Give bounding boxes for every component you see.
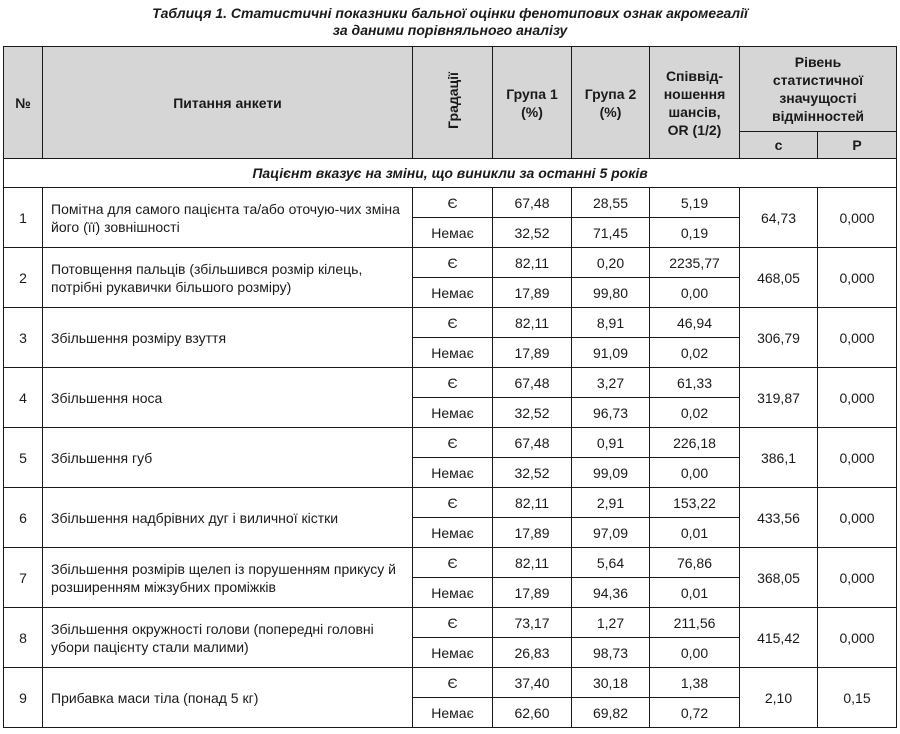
group-1-value: 82,11 <box>493 488 572 518</box>
group-2-value: 96,73 <box>572 398 650 428</box>
group-1-value: 62,60 <box>493 698 572 728</box>
odds-ratio-value: 0,00 <box>650 458 740 488</box>
row-number: 7 <box>4 548 43 608</box>
gradation-no: Немає <box>413 458 493 488</box>
row-number: 2 <box>4 248 43 308</box>
gradation-yes: Є <box>413 488 493 518</box>
chi-square-value: 433,56 <box>740 488 818 548</box>
gradation-no: Немає <box>413 338 493 368</box>
group-1-value: 82,11 <box>493 308 572 338</box>
row-number: 4 <box>4 368 43 428</box>
table-row <box>4 668 897 698</box>
gradation-yes: Є <box>413 608 493 638</box>
p-value: 0,000 <box>818 188 897 248</box>
question-text: Прибавка маси тіла (понад 5 кг) <box>43 668 413 728</box>
table-row <box>4 488 897 518</box>
chi-square-value: 386,1 <box>740 428 818 488</box>
group-1-value: 17,89 <box>493 518 572 548</box>
question-text: Помітна для самого пацієнта та/або оточую-чих зміна його (її) зовнішності <box>43 188 413 248</box>
odds-ratio-value: 0,02 <box>650 398 740 428</box>
table-row <box>4 368 897 398</box>
odds-ratio-value: 1,38 <box>650 668 740 698</box>
odds-ratio-value: 46,94 <box>650 308 740 338</box>
group-1-value: 32,52 <box>493 218 572 248</box>
question-text: Збільшення окружності голови (попередні головні убори пацієнту стали малими) <box>43 608 413 668</box>
gradation-no: Немає <box>413 578 493 608</box>
p-value: 0,000 <box>818 248 897 308</box>
group-1-value: 17,89 <box>493 338 572 368</box>
group-1-value: 82,11 <box>493 548 572 578</box>
group-1-value: 32,52 <box>493 398 572 428</box>
chi-square-value: 415,42 <box>740 608 818 668</box>
table-header <box>4 47 897 159</box>
chi-square-value: 368,05 <box>740 548 818 608</box>
gradation-yes: Є <box>413 308 493 338</box>
row-number: 8 <box>4 608 43 668</box>
header-gradation-label: Градації <box>444 72 461 129</box>
question-text: Збільшення надбрівних дуг і виличної кістки <box>43 488 413 548</box>
chi-square-value: 468,05 <box>740 248 818 308</box>
gradation-no: Немає <box>413 398 493 428</box>
header-gradation <box>413 47 493 159</box>
caption-line-1: Таблиця 1. Статистичні показники бальної оцінки фенотипових ознак акромегалії <box>152 5 748 21</box>
statistics-table <box>3 46 897 728</box>
group-1-value: 67,48 <box>493 428 572 458</box>
gradation-yes: Є <box>413 668 493 698</box>
header-significance: Рівень статистичної значущості відмінностей <box>740 47 897 132</box>
group-2-value: 71,45 <box>572 218 650 248</box>
table-row <box>4 188 897 218</box>
group-2-value: 28,55 <box>572 188 650 218</box>
header-p: P <box>818 132 897 159</box>
question-text: Збільшення носа <box>43 368 413 428</box>
group-1-value: 73,17 <box>493 608 572 638</box>
p-value: 0,000 <box>818 608 897 668</box>
group-2-value: 2,91 <box>572 488 650 518</box>
table-row <box>4 308 897 338</box>
gradation-yes: Є <box>413 248 493 278</box>
chi-square-value: 64,73 <box>740 188 818 248</box>
gradation-no: Немає <box>413 698 493 728</box>
p-value: 0,15 <box>818 668 897 728</box>
group-2-value: 0,91 <box>572 428 650 458</box>
header-question: Питання анкети <box>43 47 413 159</box>
odds-ratio-value: 0,02 <box>650 338 740 368</box>
group-2-value: 99,09 <box>572 458 650 488</box>
table-row <box>4 248 897 278</box>
gradation-no: Немає <box>413 638 493 668</box>
group-1-value: 82,11 <box>493 248 572 278</box>
odds-ratio-value: 226,18 <box>650 428 740 458</box>
chi-square-value: 306,79 <box>740 308 818 368</box>
group-1-value: 17,89 <box>493 278 572 308</box>
header-odds-ratio: Співвід-ношення шансів, OR (1/2) <box>650 47 740 159</box>
odds-ratio-value: 0,72 <box>650 698 740 728</box>
odds-ratio-value: 0,00 <box>650 638 740 668</box>
gradation-yes: Є <box>413 368 493 398</box>
chi-square-value: 319,87 <box>740 368 818 428</box>
table-row <box>4 428 897 458</box>
group-2-value: 8,91 <box>572 308 650 338</box>
group-2-value: 98,73 <box>572 638 650 668</box>
p-value: 0,000 <box>818 428 897 488</box>
header-group-2: Група 2 (%) <box>572 47 650 159</box>
group-2-value: 97,09 <box>572 518 650 548</box>
p-value: 0,000 <box>818 368 897 428</box>
header-group-1: Група 1 (%) <box>493 47 572 159</box>
group-2-value: 3,27 <box>572 368 650 398</box>
question-text: Потовщення пальців (збільшився розмір кілець, потрібні рукавички більшого розміру) <box>43 248 413 308</box>
odds-ratio-value: 61,33 <box>650 368 740 398</box>
group-2-value: 94,36 <box>572 578 650 608</box>
group-2-value: 91,09 <box>572 338 650 368</box>
group-2-value: 99,80 <box>572 278 650 308</box>
group-2-value: 1,27 <box>572 608 650 638</box>
p-value: 0,000 <box>818 548 897 608</box>
question-text: Збільшення розмірів щелеп із порушенням прикусу й розширенням міжзубних проміжків <box>43 548 413 608</box>
row-number: 5 <box>4 428 43 488</box>
p-value: 0,000 <box>818 488 897 548</box>
row-number: 6 <box>4 488 43 548</box>
table-row <box>4 548 897 578</box>
group-1-value: 26,83 <box>493 638 572 668</box>
odds-ratio-value: 76,86 <box>650 548 740 578</box>
header-number: № <box>4 47 43 159</box>
group-2-value: 69,82 <box>572 698 650 728</box>
caption-line-2: за даними порівняльного аналізу <box>332 22 568 38</box>
table-row <box>4 608 897 638</box>
group-2-value: 5,64 <box>572 548 650 578</box>
gradation-yes: Є <box>413 428 493 458</box>
chi-square-value: 2,10 <box>740 668 818 728</box>
header-c: c <box>740 132 818 159</box>
group-1-value: 32,52 <box>493 458 572 488</box>
gradation-yes: Є <box>413 548 493 578</box>
odds-ratio-value: 0,00 <box>650 278 740 308</box>
group-1-value: 67,48 <box>493 188 572 218</box>
gradation-no: Немає <box>413 278 493 308</box>
question-text: Збільшення розміру взуття <box>43 308 413 368</box>
group-2-value: 0,20 <box>572 248 650 278</box>
odds-ratio-value: 0,01 <box>650 578 740 608</box>
odds-ratio-value: 0,01 <box>650 518 740 548</box>
group-2-value: 30,18 <box>572 668 650 698</box>
gradation-no: Немає <box>413 218 493 248</box>
group-1-value: 37,40 <box>493 668 572 698</box>
question-text: Збільшення губ <box>43 428 413 488</box>
odds-ratio-value: 153,22 <box>650 488 740 518</box>
section-title: Пацієнт вказує на зміни, що виникли за останні 5 років <box>4 159 897 188</box>
group-1-value: 67,48 <box>493 368 572 398</box>
row-number: 3 <box>4 308 43 368</box>
odds-ratio-value: 2235,77 <box>650 248 740 278</box>
group-1-value: 17,89 <box>493 578 572 608</box>
row-number: 1 <box>4 188 43 248</box>
gradation-no: Немає <box>413 518 493 548</box>
table-caption <box>0 0 900 41</box>
odds-ratio-value: 211,56 <box>650 608 740 638</box>
p-value: 0,000 <box>818 308 897 368</box>
odds-ratio-value: 0,19 <box>650 218 740 248</box>
row-number: 9 <box>4 668 43 728</box>
odds-ratio-value: 5,19 <box>650 188 740 218</box>
table-body <box>4 159 897 728</box>
gradation-yes: Є <box>413 188 493 218</box>
